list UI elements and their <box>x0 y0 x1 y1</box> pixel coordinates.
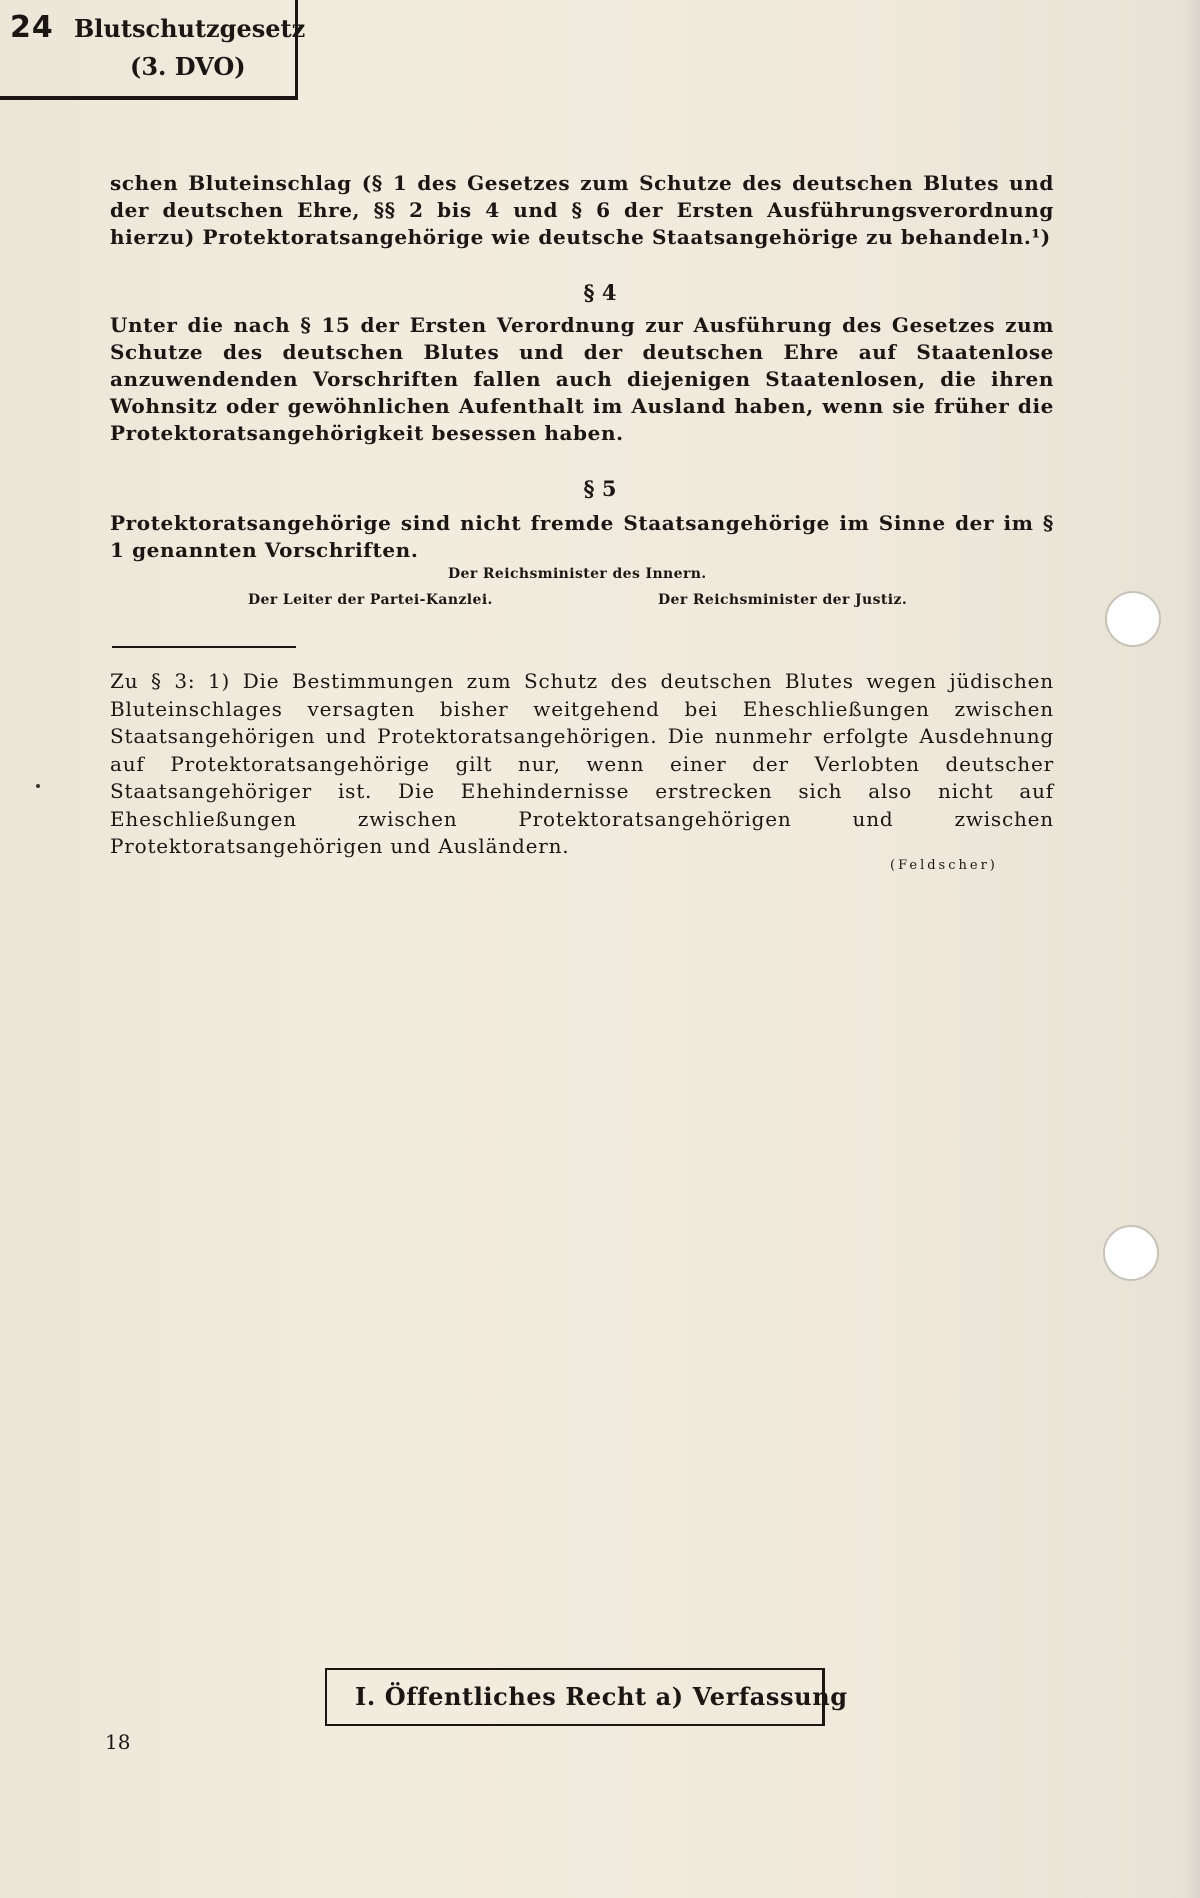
section-5-heading: § 5 <box>583 476 617 501</box>
stray-mark <box>36 784 40 788</box>
binder-hole-lower <box>1103 1225 1159 1281</box>
header-underline <box>0 96 295 98</box>
footnote-text: Zu § 3: 1) Die Bestimmungen zum Schutz des deutschen Blutes wegen jüdischen Bluteinschlages versagten bisher weitgehend bei Eheschließungen zwischen Staatsangehörigen und Protektoratsangehörigen. Die nunmehr erfolgte Ausdehnung auf Protektoratsangehörige gilt nur, wenn einer der Verlobten deutscher Staatsangehöriger ist. Die Ehehindernisse erstrecken sich also nicht auf Eheschließungen zwischen Protektoratsangehörigen und zwischen Protektoratsangehörigen und Ausländern. <box>110 669 1054 858</box>
section-4-heading: § 4 <box>583 280 617 305</box>
binder-hole-upper <box>1105 591 1161 647</box>
signature-party-chancellery: Der Leiter der Partei-Kanzlei. <box>248 592 493 608</box>
signature-interior-minister: Der Reichsminister des Innern. <box>448 566 707 582</box>
page-number: 18 <box>105 1730 131 1754</box>
section-5-text: Protektoratsangehörige sind nicht fremde Staatsangehörige im Sinne der im § 1 genannten Vorschriften. <box>110 511 1054 562</box>
header-subtitle: (3. DVO) <box>130 52 246 81</box>
footnote-separator <box>112 646 296 648</box>
section-4-text: Unter die nach § 15 der Ersten Verordnung zur Ausführung des Gesetzes zum Schutze des deutschen Blutes und der deutschen Ehre auf Staatenlose anzuwendenden Vorschriften fallen auch diejenigen Staatenlosen, die ihren Wohnsitz oder gewöhnlichen Aufenthalt im Ausland haben, wenn sie früher die Protektoratsangehörigkeit besessen haben. <box>110 313 1054 445</box>
header-number: 24 <box>10 10 54 45</box>
category-label: I. Öffentliches Recht a) Verfassung <box>355 1682 848 1711</box>
header-box <box>0 0 306 100</box>
category-box <box>325 1668 848 1726</box>
footnote-author: (Feldscher) <box>890 858 998 873</box>
header-title: Blutschutzgesetz <box>74 14 306 43</box>
intro-paragraph: schen Bluteinschlag (§ 1 des Gesetzes zum Schutze des deutschen Blutes und der deutschen Ehre, §§ 2 bis 4 und § 6 der Ersten Ausführungsverordnung hierzu) Protektoratsangehörige wie deutsche Staatsangehörige zu behandeln.¹) <box>110 171 1054 249</box>
signature-justice-minister: Der Reichsminister der Justiz. <box>658 592 908 608</box>
